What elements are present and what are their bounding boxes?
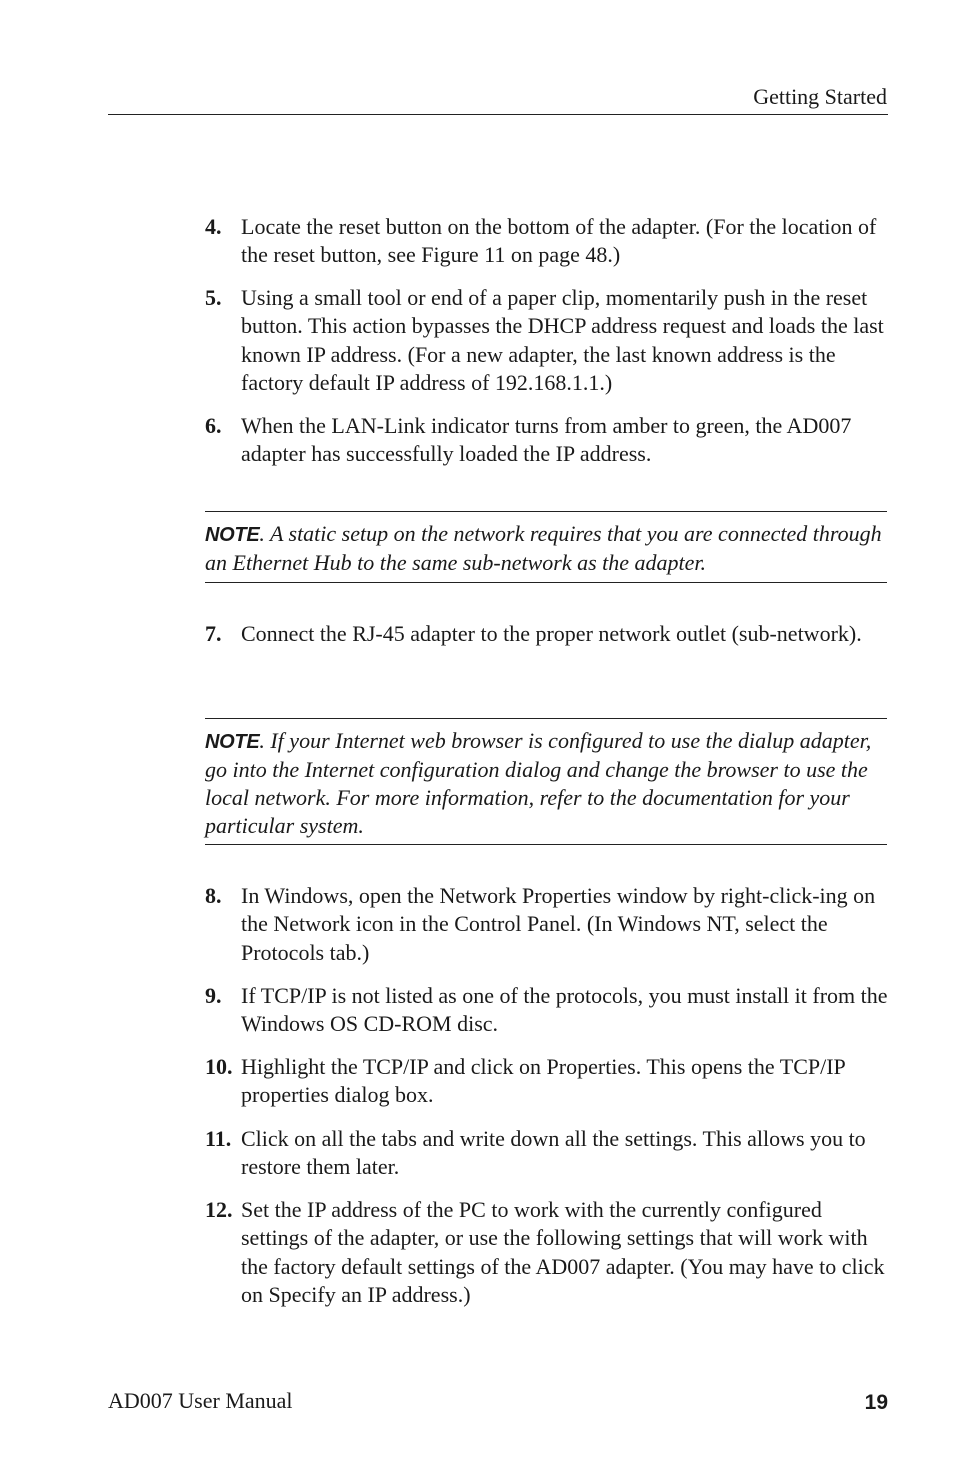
step-text: Locate the reset button on the bottom of the adapter. (For the location of the reset button, see Figure 11 on page 48.): [241, 214, 877, 268]
list-item: [205, 882, 889, 967]
step-number: 6.: [205, 413, 222, 438]
list-item: [205, 620, 889, 648]
step-text: When the LAN-Link indicator turns from amber to green, the AD007 adapter has successfully loaded the IP address.: [241, 413, 852, 467]
step-text: Click on all the tabs and write down all the settings. This allows you to restore them later.: [241, 1126, 866, 1180]
step-number: 7.: [205, 621, 222, 646]
step-number: 9.: [205, 983, 222, 1008]
running-header: Getting Started: [753, 84, 887, 109]
step-number: 8.: [205, 883, 222, 908]
note-box: [205, 718, 887, 845]
step-number: 5.: [205, 285, 222, 310]
note-text: . A static setup on the network requires that you are connected through an Ethernet Hub to the same sub-network as the adapter.: [205, 521, 882, 575]
page-number: 19: [864, 1391, 888, 1414]
step-number: 10.: [205, 1054, 233, 1079]
step-number: 11.: [205, 1126, 232, 1151]
list-item: [205, 982, 889, 1039]
list-item: [205, 412, 889, 469]
running-footer: AD007 User Manual: [108, 1388, 293, 1413]
step-number: 12.: [205, 1197, 233, 1222]
step-number: 4.: [205, 214, 222, 239]
step-text: If TCP/IP is not listed as one of the protocols, you must install it from the Windows OS CD-ROM disc.: [241, 983, 888, 1037]
note-label: NOTE: [205, 524, 260, 546]
list-item: [205, 213, 889, 270]
header-rule: [108, 114, 888, 115]
step-text: Connect the RJ-45 adapter to the proper network outlet (sub-network).: [241, 621, 862, 646]
step-text: In Windows, open the Network Properties window by right-click-ing on the Network icon in the Control Panel. (In Windows NT, select the Protocols tab.): [241, 883, 876, 965]
list-item: [205, 1125, 889, 1182]
note-box: [205, 511, 887, 583]
step-text: Using a small tool or end of a paper clip, momentarily push in the reset button. This action bypasses the DHCP address request and loads the last known IP address. (For a new adapter, the last known address is the factory default IP address of 192.168.1.1.): [241, 285, 884, 395]
list-item: [205, 1196, 889, 1309]
step-text: Highlight the TCP/IP and click on Properties. This opens the TCP/IP properties dialog box.: [241, 1054, 845, 1108]
note-text: . If your Internet web browser is configured to use the dialup adapter, go into the Internet configuration dialog and change the browser to use the local network. For more information, refer to the documentation for your particular system.: [205, 728, 872, 838]
list-item: [205, 284, 889, 397]
note-label: NOTE: [205, 731, 260, 753]
list-item: [205, 1053, 889, 1110]
step-text: Set the IP address of the PC to work with the currently configured settings of the adapter, or use the following settings that will work with the factory default settings of the AD007 adapter. (You may have to click on Specify an IP address.): [241, 1197, 885, 1307]
